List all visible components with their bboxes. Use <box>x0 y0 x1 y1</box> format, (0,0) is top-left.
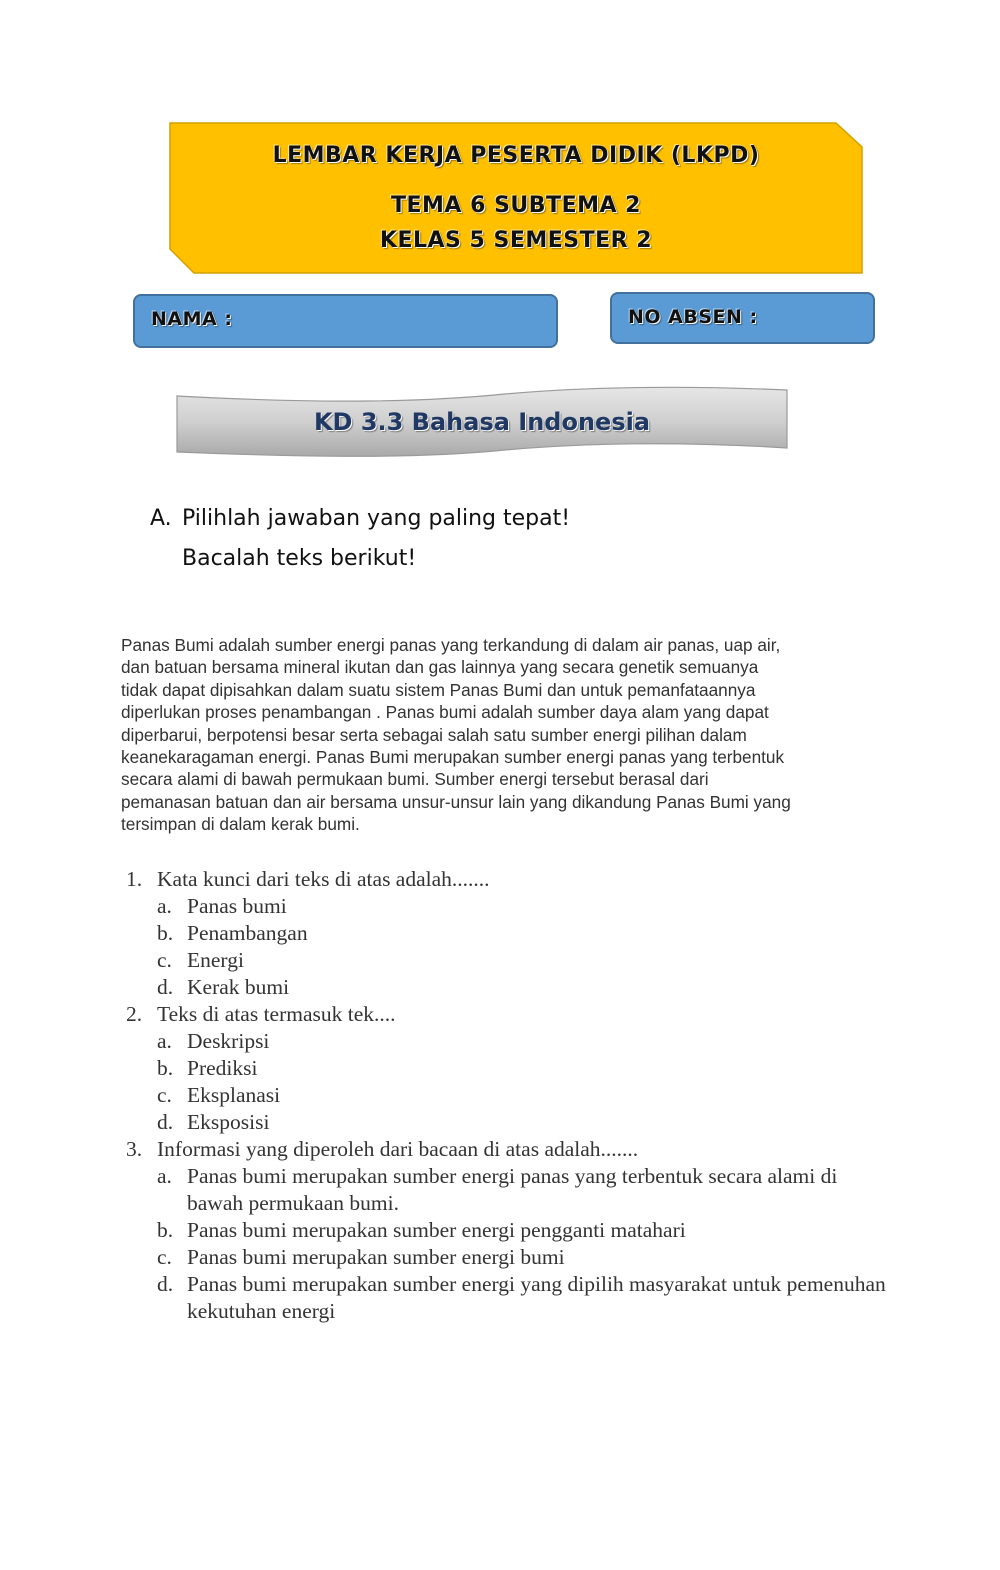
option-text: Energi <box>187 948 244 972</box>
answer-option[interactable] <box>126 920 886 947</box>
answer-option[interactable] <box>126 1082 886 1109</box>
option-text: Panas bumi merupakan sumber energi yang dipilih masyarakat untuk pemenuhan kekutuhan energi <box>187 1272 886 1323</box>
answer-option[interactable] <box>126 1163 886 1217</box>
passage-line: diperbarui, berpotensi besar serta sebagai salah satu sumber energi pilihan dalam <box>121 724 747 745</box>
passage-line: tersimpan di dalam kerak bumi. <box>121 814 360 835</box>
kd-subject-label: KD 3.3 Bahasa Indonesia <box>313 408 651 436</box>
option-letter: c. <box>157 1245 172 1269</box>
option-letter: d. <box>157 975 174 999</box>
option-letter: d. <box>157 1272 174 1296</box>
answer-option[interactable] <box>126 1055 886 1082</box>
option-text: Deskripsi <box>187 1029 270 1053</box>
question-number: 2. <box>126 1002 143 1026</box>
option-text: Eksplanasi <box>187 1083 281 1107</box>
passage-line: keanekaragaman energi. Panas Bumi merupakan sumber energi panas yang terbentuk <box>121 747 785 768</box>
option-letter: a. <box>157 1164 172 1188</box>
answer-option[interactable] <box>126 974 886 1001</box>
question-text: Teks di atas termasuk tek.... <box>157 1002 396 1026</box>
attendance-number-label: NO ABSEN : <box>628 306 758 328</box>
answer-option[interactable] <box>126 947 886 974</box>
option-text: Panas bumi merupakan sumber energi panas yang terbentuk secara alami di bawah permukaan bumi. <box>187 1164 838 1215</box>
answer-option[interactable] <box>126 1109 886 1136</box>
passage-line: diperlukan proses penambangan . Panas bumi adalah sumber daya alam yang dapat <box>121 702 769 723</box>
instruction-choose: Pilihlah jawaban yang paling tepat! <box>182 506 571 531</box>
instruction-read: Bacalah teks berikut! <box>182 546 417 571</box>
option-text: Prediksi <box>187 1056 258 1080</box>
question-text: Informasi yang diperoleh dari bacaan di atas adalah....... <box>157 1137 639 1161</box>
answer-option[interactable] <box>126 1028 886 1055</box>
option-letter: b. <box>157 921 174 945</box>
question-text: Kata kunci dari teks di atas adalah....... <box>157 867 490 891</box>
option-letter: b. <box>157 1218 174 1242</box>
option-letter: b. <box>157 1056 174 1080</box>
option-letter: c. <box>157 1083 172 1107</box>
answer-option[interactable] <box>126 1217 886 1244</box>
answer-option[interactable] <box>126 893 886 920</box>
option-text: Penambangan <box>187 921 308 945</box>
option-letter: c. <box>157 948 172 972</box>
answer-option[interactable] <box>126 1271 886 1325</box>
passage-line: pemanasan batuan dan air bersama unsur-unsur lain yang dikandung Panas Bumi yang <box>121 791 791 812</box>
option-letter: d. <box>157 1110 174 1134</box>
answer-option[interactable] <box>126 1244 886 1271</box>
question-number: 3. <box>126 1137 143 1161</box>
question-number: 1. <box>126 867 143 891</box>
reading-passage <box>121 634 881 836</box>
worksheet-title: LEMBAR KERJA PESERTA DIDIK (LKPD) <box>272 143 760 168</box>
attendance-number-field[interactable] <box>610 292 875 344</box>
kd-ribbon <box>175 386 789 458</box>
option-text: Kerak bumi <box>187 975 290 999</box>
option-letter: a. <box>157 894 172 918</box>
question-item <box>126 1136 886 1325</box>
passage-line: tidak dapat dipisahkan dalam suatu sistem Panas Bumi dan untuk pemanfataannya <box>121 679 756 700</box>
passage-line: dan batuan bersama mineral ikutan dan gas lainnya yang secara genetik semuanya <box>121 657 759 678</box>
header-banner <box>168 121 864 275</box>
question-item <box>126 1001 886 1136</box>
class-semester: KELAS 5 SEMESTER 2 <box>379 228 653 253</box>
option-text: Panas bumi merupakan sumber energi bumi <box>187 1245 565 1269</box>
question-item <box>126 866 886 1001</box>
section-heading <box>150 502 570 582</box>
theme-subtheme: TEMA 6 SUBTEMA 2 <box>391 193 641 218</box>
question-list <box>126 866 886 1325</box>
name-field[interactable] <box>133 294 558 348</box>
section-marker: A. <box>150 506 172 531</box>
passage-line: Panas Bumi adalah sumber energi panas yang terkandung di dalam air panas, uap air, <box>121 635 781 655</box>
passage-line: secara alami di bawah permukaan bumi. Sumber energi tersebut berasal dari <box>121 769 709 790</box>
name-label: NAMA : <box>151 308 233 330</box>
option-text: Panas bumi <box>187 894 287 918</box>
option-text: Panas bumi merupakan sumber energi pengganti matahari <box>187 1218 686 1242</box>
option-text: Eksposisi <box>187 1110 270 1134</box>
option-letter: a. <box>157 1029 172 1053</box>
